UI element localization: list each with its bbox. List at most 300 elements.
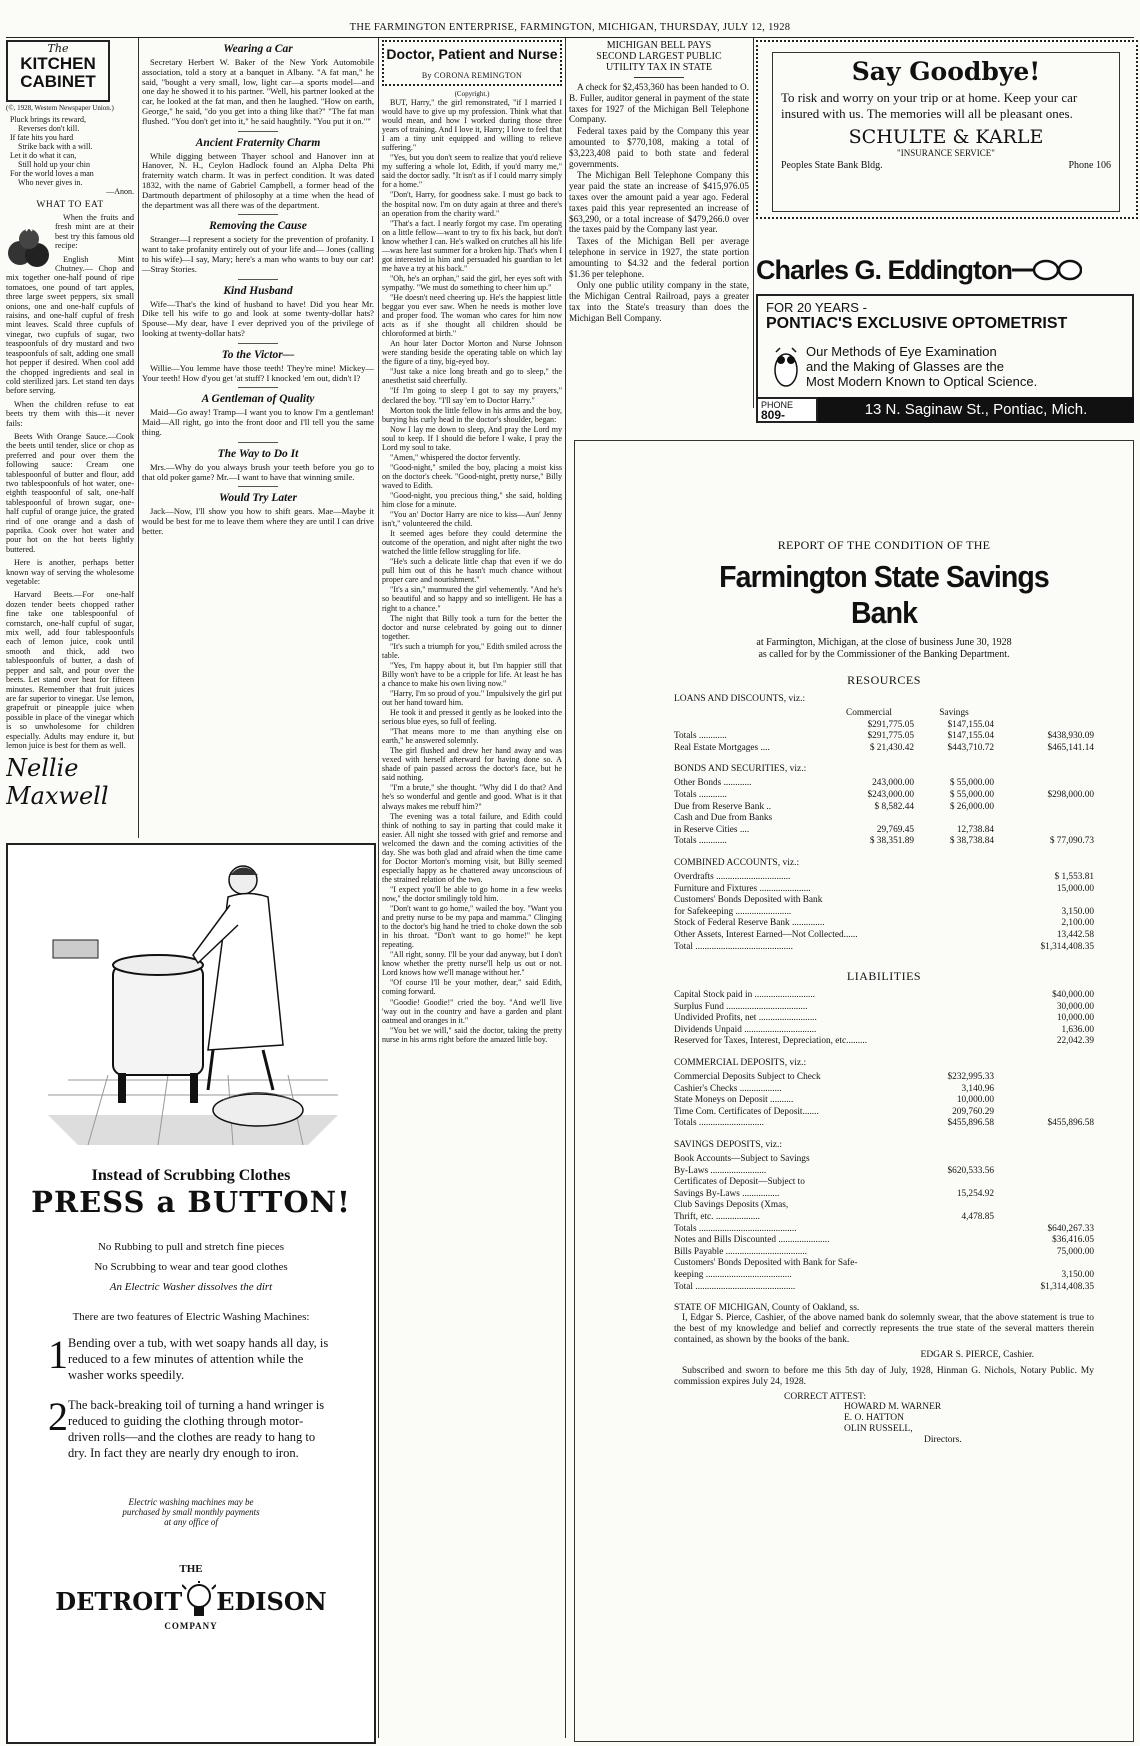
phone-label: PHONE bbox=[761, 400, 794, 410]
joke-text: Wife—That's the kind of husband to have! Did you hear Mr. Dike tell his wife to go and look at some twenty-dollar hats? Spouse—My dear, have I ever deprived you of the privilege of looking at twenty-dollar hats? bbox=[142, 298, 374, 338]
row-total bbox=[1014, 813, 1094, 825]
story-paragraph: BUT, Harry," the girl remonstrated, "if I married I would have to give up my profession. Think what that would mean, and how I worked during those three years of training. And I love it, Harry; I love to feel that I am a tiny unit equipped and willing to relieve suffering." bbox=[382, 98, 562, 153]
row-commercial: $291,775.05 bbox=[867, 719, 914, 730]
report-row bbox=[674, 930, 1094, 942]
story-title: Doctor, Patient and Nurse bbox=[386, 46, 558, 62]
director-name: HOWARD M. WARNER bbox=[844, 1402, 942, 1413]
row-commercial: $ 8,582.44 bbox=[874, 801, 914, 812]
row-total bbox=[1014, 1095, 1094, 1107]
section-title: WHAT TO EAT bbox=[36, 200, 104, 210]
owl-icon bbox=[772, 344, 800, 392]
kitchen-cabinet-logo bbox=[6, 40, 110, 102]
joke-title: Wearing a Car bbox=[223, 43, 293, 55]
company-name-left: DETROIT bbox=[55, 1586, 183, 1616]
row-total bbox=[1014, 720, 1094, 732]
masthead: THE FARMINGTON ENTERPRISE, FARMINGTON, MICHIGAN, THURSDAY, JULY 12, 1928 bbox=[349, 22, 791, 33]
row-total: 3,150.00 bbox=[1061, 906, 1094, 917]
story-paragraph: It seemed ages before they could determine the outcome of the operation, and night after night the two watched the little fellow struggling for life. bbox=[382, 529, 562, 557]
ad-benefits bbox=[8, 1237, 374, 1297]
row-label: Customers' Bonds Deposited with Bank for Safe- bbox=[674, 1258, 858, 1269]
goodbye-ad bbox=[756, 40, 1138, 219]
row-savings: $443,710.72 bbox=[947, 742, 994, 753]
row-amount: 10,000.00 bbox=[956, 1095, 994, 1106]
row-label: Totals ............ bbox=[674, 836, 727, 847]
row-total bbox=[1014, 825, 1094, 837]
eyeglasses-icon bbox=[1012, 258, 1082, 282]
row-amount: $455,896.58 bbox=[947, 1118, 994, 1129]
story-paragraph: He took it and pressed it gently as he looked into the serious blue eyes, so full of feeling. bbox=[382, 708, 562, 727]
joke-title: A Gentleman of Quality bbox=[201, 393, 315, 406]
bell-paragraph: The Michigan Bell Telephone Company this year paid the state an increase of $415,976.05 taxes over the amount paid a year ago. Federal taxes paid this year represented an increase of $63,290, or a total increase of $479,266.0 over the taxes paid by the Company last year. bbox=[569, 170, 749, 235]
row-total: $1,314,408.35 bbox=[1040, 1281, 1094, 1292]
row-label: Cashier's Checks .................. bbox=[674, 1083, 782, 1094]
row-total: $36,416.05 bbox=[1052, 1235, 1094, 1246]
row-savings: $147,155.04 bbox=[947, 731, 994, 742]
story-paragraph: "Good-night," smiled the boy, placing a moist kiss on the doctor's cheek. "Good-night, pretty nurse," Billy waved to Edith. bbox=[382, 462, 562, 490]
row-total bbox=[1014, 1212, 1094, 1224]
joke-text: Maid—Go away! Tramp—I want you to know I'm a gentleman! Maid—All right, go into the front door and I'll tell you the same thing. bbox=[142, 407, 374, 437]
report-row bbox=[674, 1235, 1094, 1247]
report-row bbox=[674, 1084, 1094, 1096]
row-label: Total .......................................... bbox=[674, 941, 793, 952]
row-commercial: $ 38,351.89 bbox=[869, 836, 914, 847]
report-row bbox=[674, 1189, 1094, 1201]
row-label: in Reserve Cities .... bbox=[674, 824, 750, 835]
row-label: Club Savings Deposits (Xmas, bbox=[674, 1200, 789, 1211]
report-row bbox=[674, 1118, 1094, 1130]
row-label: Reserved for Taxes, Interest, Depreciation, etc......... bbox=[674, 1036, 868, 1047]
report-row bbox=[674, 1212, 1094, 1224]
optometrist-title: PONTIAC'S EXCLUSIVE OPTOMETRIST bbox=[766, 315, 1068, 332]
story-paragraph: "I'm a brute," she thought. "Why did I do that? And he's so wonderful and gentle and good. What is it that always makes me rebuff him?" bbox=[382, 783, 562, 811]
insurance-tagline: "INSURANCE SERVICE" bbox=[897, 148, 995, 158]
joke-title: Kind Husband bbox=[223, 284, 293, 297]
bank-report-content bbox=[674, 538, 1094, 1738]
bell-paragraph: Only one public utility company in the state, the Michigan Central Railroad, pays a greater tax into the State's treasury than does the Michigan Bell Company. bbox=[569, 280, 749, 323]
joke-divider bbox=[238, 131, 278, 132]
row-label bbox=[674, 720, 824, 732]
row-total: 30,000.00 bbox=[1056, 1001, 1094, 1012]
directors-list bbox=[674, 1402, 1094, 1435]
row-amount bbox=[904, 1258, 994, 1270]
row-savings: $ 55,000.00 bbox=[949, 778, 994, 789]
attest-label: CORRECT ATTEST: bbox=[784, 1392, 866, 1403]
row-label: Other Bonds ............ bbox=[674, 778, 752, 789]
row-amount bbox=[904, 1200, 994, 1212]
combined-title: COMBINED ACCOUNTS, viz.: bbox=[674, 857, 800, 868]
report-row bbox=[674, 1247, 1094, 1259]
row-total bbox=[1014, 895, 1094, 907]
row-label: Certificates of Deposit—Subject to bbox=[674, 1177, 805, 1188]
bell-paragraph: Federal taxes paid by the Company this year amounted to $770,108, making a total of $3,223,408 paid to both state and federal governments. bbox=[569, 126, 749, 169]
feature-number: 1 bbox=[48, 1332, 68, 1377]
row-label: Totals .......................................... bbox=[674, 1223, 797, 1234]
eddington-footer bbox=[756, 397, 1134, 423]
report-row bbox=[674, 1200, 1094, 1212]
row-total: 15,000.00 bbox=[1056, 883, 1094, 894]
row-savings: $147,155.04 bbox=[947, 719, 994, 730]
story-title-box bbox=[382, 40, 562, 86]
bond-rows bbox=[674, 778, 1094, 848]
row-label: Notes and Bills Discounted ...................... bbox=[674, 1235, 830, 1246]
joke-title: Ancient Fraternity Charm bbox=[195, 136, 321, 149]
row-label: Cash and Due from Banks bbox=[674, 813, 773, 824]
slogan-line: Most Modern Known to Optical Science. bbox=[806, 374, 1038, 389]
copyright-line: (©, 1928, Western Newspaper Union.) bbox=[6, 104, 114, 112]
story-paragraph: "Goodie! Goodie!" cried the boy. "And we'll live 'way out in the country and have a garden and plant oatmeal and oranges in it." bbox=[382, 997, 562, 1025]
story-paragraph: The girl flushed and drew her hand away and was vexed with herself afterward for having done so. A shade of pain passed across the doctor's face, but he said nothing. bbox=[382, 746, 562, 783]
row-amount bbox=[904, 1247, 994, 1259]
joke-text: Willie—You lemme have those teeth! They're mine! Mickey—Your teeth! How d'you get 'at stuff? I knocked 'em out, didn't I? bbox=[142, 362, 374, 383]
feature-text: Bending over a tub, with wet soapy hands all day, is reduced to a few minutes of attention while the washer works speedily. bbox=[68, 1336, 329, 1382]
row-amount bbox=[904, 1282, 994, 1294]
row-label: Stock of Federal Reserve Bank .............. bbox=[674, 918, 825, 929]
story-paragraph: "Oh, he's an orphan," said the girl, her eyes soft with sympathy. "We must do something to cheer him up." bbox=[382, 273, 562, 292]
oath-text: I, Edgar S. Pierce, Cashier, of the above named bank do solemnly swear, that the above statement is true to the best of my knowledge and belief and correctly represents the true state of the several matters therein contained, as shown by the books of the bank. bbox=[674, 1313, 1094, 1346]
row-commercial bbox=[824, 813, 914, 825]
row-label: Thrift, etc. ................... bbox=[674, 1212, 760, 1222]
column-rule bbox=[753, 38, 754, 408]
story-paragraph: "It's such a triumph for you," Edith smiled across the table. bbox=[382, 641, 562, 660]
purchase-note: Electric washing machines may be purchased by small monthly payments at any office of bbox=[122, 1497, 260, 1527]
benefit-line: No Rubbing to pull and stretch fine pieces bbox=[97, 1241, 285, 1253]
resources-title: RESOURCES bbox=[847, 673, 921, 687]
row-total: $1,314,408.35 bbox=[1040, 941, 1094, 952]
joke-divider bbox=[238, 442, 278, 443]
row-savings bbox=[914, 813, 994, 825]
column-rule bbox=[138, 38, 139, 838]
row-label: keeping ..................................... bbox=[674, 1269, 792, 1280]
report-row bbox=[674, 743, 1094, 755]
row-amount: 3,140.96 bbox=[961, 1083, 994, 1094]
optometrist-slogan bbox=[806, 344, 1037, 389]
insurance-firm: SCHULTE & KARLE bbox=[848, 126, 1044, 148]
slogan-line: Our Methods of Eye Examination bbox=[806, 344, 997, 359]
recipe-paragraph: Harvard Beets.—For one-half dozen tender beets chopped rather fine take one tablespoonful of cornstarch, one-half cupful of sugar, mix well, add four tablespoonfuls each of lemon juice, cook until smooth and thick, add two tablespoonfuls of butter, a dash of pepper and salt, and pour over the beets. Let stand over heat for fifteen minutes. Remember that fruit juices are far superior to vinegar. Use lemon, grapefruit or pineapple juice when possible in place of the vinegar which is so unwholesome for children especially. Adults may endure it, but lemon juice is best for them as well. bbox=[6, 590, 134, 750]
row-label: Due from Reserve Bank .. bbox=[674, 801, 772, 812]
row-amount bbox=[904, 1177, 994, 1189]
report-row bbox=[674, 1002, 1094, 1014]
poem-line: Reverses don't kill. bbox=[18, 124, 80, 133]
story-column bbox=[382, 40, 562, 1740]
joke-divider bbox=[238, 279, 278, 280]
story-paragraph: "Harry, I'm so proud of you." Impulsively the girl put out her hand toward him. bbox=[382, 688, 562, 707]
story-paragraph: "Don't want to go home," wailed the boy. "Want you and pretty nurse to be my papa and mamma." Clinging to the doctor's big hand he tried to choke down the sob in his throat. "Don't want to go home!" he kept repeating. bbox=[382, 904, 562, 950]
row-savings: $ 38,738.84 bbox=[949, 836, 994, 847]
row-total bbox=[1014, 1200, 1094, 1212]
eddington-ad bbox=[756, 250, 1134, 425]
row-label: Book Accounts—Subject to Savings bbox=[674, 1154, 810, 1165]
story-paragraph: An hour later Doctor Morton and Nurse Johnson were standing beside the operating table on which lay the figure of a tiny, big-eyed boy. bbox=[382, 339, 562, 367]
report-row bbox=[674, 918, 1094, 930]
bank-subtitle bbox=[674, 637, 1094, 661]
report-row bbox=[674, 802, 1094, 814]
row-label: Total ........................................... bbox=[674, 1281, 796, 1292]
headline-rule bbox=[634, 77, 684, 78]
row-label: Totals ............ bbox=[674, 789, 727, 800]
col-savings: Savings bbox=[939, 708, 969, 718]
row-label: State Moneys on Deposit .......... bbox=[674, 1095, 794, 1106]
poem bbox=[6, 115, 134, 187]
subtitle-line: at Farmington, Michigan, at the close of business June 30, 1928 bbox=[756, 637, 1012, 648]
report-row bbox=[674, 884, 1094, 896]
poem-line: For the world loves a man bbox=[10, 169, 94, 178]
joke-title: To the Victor— bbox=[221, 348, 295, 361]
row-label: Bills Payable ................................... bbox=[674, 1246, 807, 1257]
row-total bbox=[1014, 1072, 1094, 1084]
row-savings: $ 26,000.00 bbox=[949, 801, 994, 812]
poem-line: Pluck brings its reward, bbox=[10, 115, 86, 124]
row-total: 22,042.39 bbox=[1056, 1036, 1094, 1047]
row-total: $455,896.58 bbox=[1047, 1118, 1094, 1129]
report-row bbox=[674, 872, 1094, 884]
joke-text: Mrs.—Why do you always brush your teeth before you go to that old poker game? Mr.—I want to have that winning smile. bbox=[142, 461, 374, 482]
report-row bbox=[674, 1270, 1094, 1282]
row-total: $ 77,090.73 bbox=[1049, 836, 1094, 847]
poem-line: Still hold up your chin bbox=[18, 160, 90, 169]
story-paragraph: Morton took the little fellow in his arms and the boy, burying his curly head in the doctor's shoulder, began: bbox=[382, 405, 562, 424]
poem-line: Strike back with a will. bbox=[18, 142, 93, 151]
story-paragraph: "All right, sonny. I'll be your dad anyway, but I don't know whether the pretty nurse'll help us out or not. Lord knows how we'll manage without her." bbox=[382, 950, 562, 978]
savings-deposits-title: SAVINGS DEPOSITS, viz.: bbox=[674, 1140, 783, 1151]
row-commercial: 29,769.45 bbox=[876, 824, 914, 835]
director-name: E. O. HATTON bbox=[844, 1413, 904, 1424]
column-rule bbox=[378, 38, 379, 1738]
row-amount: $232,995.33 bbox=[947, 1072, 994, 1083]
liabilities-title: LIABILITIES bbox=[846, 969, 922, 984]
story-paragraph: "Amen," whispered the doctor fervently. bbox=[390, 452, 521, 462]
story-paragraph: "He's such a delicate little chap that even if we do pull him out of this he hasn't much chance without proper care and nourishment." bbox=[382, 557, 562, 585]
director-name: OLIN RUSSELL, bbox=[844, 1424, 913, 1435]
report-row bbox=[674, 790, 1094, 802]
recipe-paragraph: When the fruits and fresh mint are at their best try this famous old recipe: bbox=[55, 213, 134, 251]
ad-headline: Instead of Scrubbing Clothes bbox=[91, 1167, 291, 1184]
combined-rows bbox=[674, 872, 1094, 953]
report-row bbox=[674, 1258, 1094, 1270]
bell-article bbox=[569, 40, 749, 410]
story-byline: By CORONA REMINGTON bbox=[421, 71, 523, 80]
goodbye-ad-inner bbox=[772, 52, 1120, 212]
row-label: Capital Stock paid in .......................... bbox=[674, 990, 815, 1001]
headline-line: MICHIGAN BELL PAYS bbox=[606, 40, 712, 51]
row-amount bbox=[904, 1154, 994, 1166]
recipe-paragraph: Here is another, perhaps better known way of serving the wholesome vegetable: bbox=[6, 558, 134, 587]
savings-deposit-rows bbox=[674, 1154, 1094, 1293]
commercial-deposits-title: COMMERCIAL DEPOSITS, viz.: bbox=[674, 1058, 807, 1069]
joke-text: Stranger—I represent a society for the prevention of profanity. I want to take profanity entirely out of your life and— Jones (calling to his wife)—I say, Mary; here's a man who wants to buy our car!—Stray Stories. bbox=[142, 234, 374, 274]
feature-text: The back-breaking toil of turning a hand wringer is reduced to guiding the clothing through motor-driven rolls—and the clothes are ready to hang to dry. In fact they are nearly dry enough to iron. bbox=[68, 1398, 325, 1460]
row-total bbox=[1014, 1154, 1094, 1166]
tomatoes-illustration bbox=[6, 225, 52, 271]
joke-divider bbox=[238, 387, 278, 388]
story-paragraph: "Just take a nice long breath and go to sleep," the anesthetist said cheerfully. bbox=[382, 367, 562, 386]
row-label: Surplus Fund ................................... bbox=[674, 1001, 808, 1012]
row-label: Savings By-Laws ................ bbox=[674, 1188, 780, 1199]
benefit-line: No Scrubbing to wear and tear good clothes bbox=[94, 1261, 288, 1273]
row-total bbox=[1014, 1258, 1094, 1270]
column-headings bbox=[674, 708, 1094, 720]
row-total bbox=[1014, 1084, 1094, 1096]
row-total: 13,442.58 bbox=[1056, 929, 1094, 940]
bonds-title: BONDS AND SECURITIES, viz.: bbox=[674, 764, 807, 775]
directors-label: Directors. bbox=[924, 1435, 962, 1446]
row-label: Totals ............................ bbox=[674, 1118, 764, 1129]
story-paragraph: "Of course I'll be your mother, dear," said Edith, coming forward. bbox=[382, 978, 562, 997]
row-total: $438,930.09 bbox=[1047, 731, 1094, 742]
loans-title: LOANS AND DISCOUNTS, viz.: bbox=[674, 694, 806, 704]
row-label: Overdrafts ................................ bbox=[674, 871, 791, 882]
features-intro: There are two features of Electric Washing Machines: bbox=[72, 1311, 310, 1323]
joke-divider bbox=[238, 214, 278, 215]
joke-title: The Way to Do It bbox=[217, 447, 299, 460]
story-copyright: (Copyright.) bbox=[454, 90, 490, 98]
poem-line: Let it do what it can, bbox=[10, 151, 77, 160]
row-total: $298,000.00 bbox=[1047, 789, 1094, 800]
story-paragraph: "You an' Doctor Harry are nice to kiss—Aun' Jenny isn't," volunteered the child. bbox=[382, 510, 562, 529]
feature-1 bbox=[8, 1332, 374, 1383]
signature: Nellie Maxwell bbox=[6, 754, 109, 811]
row-label: Customers' Bonds Deposited with Bank bbox=[674, 895, 823, 906]
row-label: Other Assets, Interest Earned—Not Collected...... bbox=[674, 929, 858, 940]
logo-line: The bbox=[47, 42, 69, 55]
story-paragraph: "That means more to me than anything else on earth," he answered solemnly. bbox=[382, 727, 562, 746]
column-rule bbox=[565, 38, 566, 1738]
poem-author: —Anon. bbox=[106, 187, 134, 196]
row-amount bbox=[904, 1235, 994, 1247]
goodbye-address: Peoples State Bank Bldg. bbox=[781, 160, 883, 171]
goodbye-title: Say Goodbye! bbox=[851, 57, 1041, 86]
kitchen-text bbox=[6, 213, 134, 750]
recipe-paragraph: Beets With Orange Sauce.—Cook the beets until tender, slice or chop as preferred and pour over them the following sauce: Cream one tablespoonful of butter and flour, add two tablespoonfuls of hot water, one-eighth teaspoonful of salt, one-half tablespoonful of brown sugar, one-half cupful of orange juice, the grated rind of one orange and a dash of paprika. Cook over hot water and pour hot on the hot beets lightly buttered. bbox=[6, 431, 134, 554]
eddington-header bbox=[756, 250, 1134, 290]
story-paragraph: The evening was a total failure, and Edith could think of nothing to say in parting that could make it easier. All night she tossed with grief and remorse and welcomed the dawn and the coming activities of the day. She was both glad and afraid when the time came for Doctor Morton's morning visit, but Billy seemed especially happy as he chattered away unconscious of the strained relation of the two. bbox=[382, 811, 562, 884]
recipe-paragraph: English Mint Chutney.— Chop and mix together one-half pound of ripe tomatoes, one pound of tart apples, three large sweet peppers, six small onions, one and one-half cupfuls of raisins, and one-half cupful of fresh mint leaves. Scald three cupfuls of vinegar, two cupfuls of sugar, two teaspoonfuls of dry mustard and two teaspoonfuls of salt, adding one small hot pepper if desired. When cool add the chopped ingredients and seal in cold sterilized jars. Let stand ten days before serving. bbox=[6, 254, 134, 396]
jokes-column bbox=[142, 38, 374, 838]
story-paragraph: "Good-night, you precious thing," she said, holding him close for a minute. bbox=[382, 490, 562, 510]
joke-text: Jack—Now, I'll show you how to shift gears. Mae—Maybe it would be best for me to leave them where they are until I can drive better. bbox=[142, 506, 374, 536]
jokes-list bbox=[142, 43, 374, 537]
report-row bbox=[674, 1154, 1094, 1166]
report-row bbox=[674, 1036, 1094, 1048]
recipe-paragraph: When the children refuse to eat beets try them with this—it never fails: bbox=[6, 399, 134, 428]
row-amount: $620,533.56 bbox=[947, 1165, 994, 1176]
story-paragraph: The night that Billy took a turn for the better the doctor and nurse celebrated by going out to dinner together. bbox=[382, 613, 562, 641]
company-logo bbox=[8, 1581, 374, 1621]
optometrist-name: Charles G. Eddington bbox=[756, 254, 1013, 285]
row-total bbox=[1014, 1107, 1094, 1119]
story-paragraph: "It's a sin," murmured the girl vehemently. "And he's so beautiful and so happy and so intelligent. He has a right to a chance." bbox=[382, 585, 562, 613]
bell-headline bbox=[569, 40, 749, 73]
logo-line: KITCHEN bbox=[20, 54, 96, 73]
phone-number: 809- bbox=[761, 408, 786, 422]
row-total: $40,000.00 bbox=[1052, 990, 1094, 1001]
joke-divider bbox=[238, 343, 278, 344]
row-label: Furniture and Fixtures ...................... bbox=[674, 883, 811, 894]
company-the: THE bbox=[179, 1563, 203, 1575]
report-row bbox=[674, 1107, 1094, 1119]
row-commercial: $ 21,430.42 bbox=[869, 742, 914, 753]
report-row bbox=[674, 813, 1094, 825]
row-total bbox=[1014, 802, 1094, 814]
report-row bbox=[674, 1166, 1094, 1178]
report-title: REPORT OF THE CONDITION OF THE bbox=[777, 538, 991, 552]
row-label: By-Laws ........................ bbox=[674, 1165, 767, 1176]
report-row bbox=[674, 1177, 1094, 1189]
row-total: $ 1,553.81 bbox=[1054, 871, 1094, 882]
joke-text: Secretary Herbert W. Baker of the New York Automobile association, told a story at a banquet in Albany. "A fat man," he said, "bought a very small, low, light car—a sports model—and one day he showed it to his partner. "Well, his partner looked at the car, he looked at the fat man, and then he laughed. "How on earth, George," he said, "do you get into a thing like that?" "The fat man flushed. "You don't get into it," he said haughtily. "You put it on."" bbox=[142, 57, 374, 126]
row-amount bbox=[904, 1224, 994, 1236]
story-paragraph: "Don't, Harry, for goodness sake. I must go back to the hospital now. I'm on duty again at three and there's an operation from the charity ward." bbox=[382, 190, 562, 218]
row-label: Undivided Profits, net ......................... bbox=[674, 1013, 817, 1024]
story-paragraph: "He doesn't need cheering up. He's the happiest little beggar you ever saw. When he needs is mother love and proper food. The woman who cares for him now acts as if she thought all children should be chloroformed at birth." bbox=[382, 292, 562, 339]
commercial-deposit-rows bbox=[674, 1072, 1094, 1130]
row-label: Time Com. Certificates of Deposit....... bbox=[674, 1106, 819, 1117]
goodbye-footer bbox=[781, 160, 1111, 171]
row-total: 3,150.00 bbox=[1061, 1269, 1094, 1280]
row-amount: 209,760.29 bbox=[952, 1106, 994, 1117]
phone-box bbox=[756, 397, 818, 423]
optometrist-years: FOR 20 YEARS - bbox=[766, 300, 867, 315]
joke-text: While digging between Thayer school and Hanover inn at Hanover, N. H., Ceylon Hadlock found an Alpha Delta Phi fraternity watch charm. It was in perfect condition. It was dated 1832, with the name of Gabriel Campbell, a former head of the Dartmouth department of philosophy at a time when the head of the department was all there was of the department. bbox=[142, 150, 374, 210]
col-commercial: Commercial bbox=[846, 708, 892, 718]
row-amount: 15,254.92 bbox=[956, 1188, 994, 1199]
story-text bbox=[382, 98, 562, 1044]
detroit-edison-ad bbox=[6, 843, 376, 1744]
resource-rows bbox=[674, 720, 1094, 755]
row-label: Totals ............ bbox=[674, 731, 727, 742]
report-row bbox=[674, 1282, 1094, 1294]
story-paragraph: Now I lay me down to sleep, And pray the Lord my soul to keep. If I should die before I wake, I pray the Lord my soul to take. bbox=[382, 424, 562, 452]
row-commercial: 243,000.00 bbox=[872, 778, 914, 789]
lightbulb-logo-icon bbox=[182, 1581, 216, 1621]
company-word: COMPANY bbox=[164, 1621, 218, 1631]
row-total: $465,141.14 bbox=[1047, 742, 1094, 753]
row-commercial: $243,000.00 bbox=[867, 789, 914, 800]
row-savings: $ 55,000.00 bbox=[949, 789, 994, 800]
company-name-right: EDISON bbox=[216, 1586, 327, 1616]
row-total: 1,636.00 bbox=[1061, 1024, 1094, 1035]
row-total bbox=[1014, 1177, 1094, 1189]
logo-line: CABINET bbox=[20, 72, 96, 91]
washing-woman-illustration bbox=[8, 845, 374, 1160]
report-row bbox=[674, 731, 1094, 743]
bell-paragraph: A check for $2,453,360 has been handed to O. B. Fuller, auditor general in payment of the state taxes for 1927 of the Michigan Bell Telephone Company. bbox=[569, 82, 749, 125]
row-label: Real Estate Mortgages .... bbox=[674, 742, 770, 753]
report-row bbox=[674, 836, 1094, 848]
subtitle-line: as called for by the Commissioner of the Banking Department. bbox=[758, 649, 1010, 660]
goodbye-body: To risk and worry on your trip or at home. Keep your car insured with us. The memories will all be pleasant ones. bbox=[781, 90, 1078, 121]
bank-name: Farmington State Savings Bank bbox=[719, 559, 1049, 630]
kitchen-cabinet-column bbox=[6, 40, 134, 840]
row-total: 2,100.00 bbox=[1061, 918, 1094, 929]
row-amount bbox=[904, 1270, 994, 1282]
state-line: STATE OF MICHIGAN, County of Oakland, ss. bbox=[674, 1303, 860, 1314]
report-row bbox=[674, 825, 1094, 837]
joke-title: Removing the Cause bbox=[209, 220, 307, 233]
row-total: 75,000.00 bbox=[1056, 1246, 1094, 1257]
bell-text bbox=[569, 82, 749, 324]
row-total: $640,267.33 bbox=[1047, 1223, 1094, 1234]
report-row bbox=[674, 1072, 1094, 1084]
headline-line: SECOND LARGEST PUBLIC bbox=[596, 51, 722, 62]
row-label: for Safekeeping ........................ bbox=[674, 906, 792, 917]
joke-divider bbox=[238, 486, 278, 487]
story-paragraph: "Yes, but you don't seem to realize that you'd relieve my suffering a whole lot, Edith, if you'd marry me," said the doctor sadly. "It isn't as if I could marry simply for a home." bbox=[382, 153, 562, 190]
story-paragraph: "That's a fact. I nearly forgot my case. I'm operating on a little fellow—want to try to fix his back, but don't know whether I can. He's walked on crutches all his life—was here last summer for a broken hip. That's when I got interested in him and persuaded his guardian to let me have a try at his back." bbox=[382, 218, 562, 273]
story-paragraph: "If I'm going to sleep I got to say my prayers," declared the boy. "I'll say 'em to Doctor Harry." bbox=[382, 386, 562, 405]
poem-line: Who never gives in. bbox=[18, 178, 83, 187]
row-label: Commercial Deposits Subject to Check bbox=[674, 1072, 821, 1083]
